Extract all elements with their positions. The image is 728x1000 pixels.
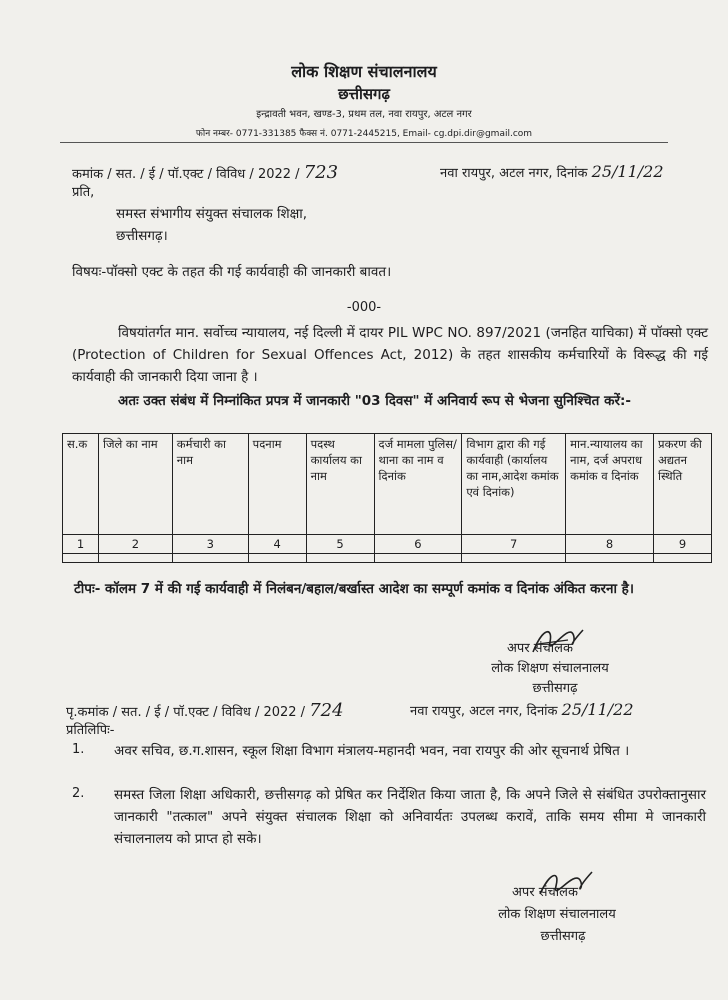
table-header-cell: पदस्थ कार्यालय का नाम <box>306 434 374 535</box>
copy-item-number: 1. <box>72 742 85 757</box>
letter-date-label: नवा रायपुर, अटल नगर, दिनांक <box>440 166 588 181</box>
endorsement-date <box>410 700 634 719</box>
table-number-cell: 9 <box>654 535 712 554</box>
table-number-row <box>63 535 712 554</box>
endorsement-date-value: 25/11/22 <box>561 700 634 719</box>
table-number-cell: 6 <box>374 535 462 554</box>
signature1-office: लोक शिक्षण संचालनालय <box>491 661 609 676</box>
body-paragraph-2: अतः उक्त संबंध में निम्नांकित प्रपत्र में जानकारी "03 दिवस" में अनिवार्य रूप से भेजना सुनिश्चित करें:- <box>118 393 631 409</box>
copy-label: प्रतिलिपिः- <box>66 723 115 738</box>
table-number-cell: 4 <box>248 535 306 554</box>
endorsement-ref-text: पृ.कमांक / सत. / ई / पॉ.एक्ट / विविध / 2022 / <box>66 705 306 720</box>
signature2-state: छत्तीसगढ़ <box>540 929 586 944</box>
office-address: इन्द्रावती भवन, खण्ड-3, प्रथम तल, नवा रायपुर, अटल नगर <box>256 109 472 120</box>
recipient-line2: छत्तीसगढ़। <box>116 228 168 244</box>
office-contact: फोन नम्बर- 0771-331385 फैक्स नं. 0771-2445215, Email- cg.dpi.dir@gmail.com <box>195 129 533 139</box>
letter-ref-text: कमांक / सत. / ई / पॉ.एक्ट / विविध / 2022 / <box>72 167 300 182</box>
body-paragraph-1: विषयांतर्गत मान. सर्वोच्च न्यायालय, नई दिल्ली में दायर PIL WPC NO. 897/2021 (जनहित याचिका) में पॉक्सो एक्ट (Protection of Children for Sexual Offences Act, 2012) के तहत शासकीय कर्मचारियों के विरूद्ध की गई कार्यवाही की जानकारी दिया जाना है । <box>72 325 708 385</box>
recipient-line1: समस्त संभागीय संयुक्त संचालक शिक्षा, <box>116 206 308 222</box>
note-text: टीपः- कॉलम 7 में की गई कार्यवाही में निलंबन/बहाल/बर्खास्त आदेश का सम्पूर्ण कमांक व दिनांक अंकित करना है। <box>74 581 634 597</box>
signature2-office: लोक शिक्षण संचालनालय <box>498 907 616 922</box>
table-header-cell: जिले का नाम <box>98 434 172 535</box>
copy-item-1: अवर सचिव, छ.ग.शासन, स्कूल शिक्षा विभाग मंत्रालय-महानदी भवन, नवा रायपुर की ओर सूचनार्थ प्रेषित । <box>114 743 630 759</box>
copy-item-2: समस्त जिला शिक्षा अधिकारी, छत्तीसगढ़ को प्रेषित कर निर्देशित किया जाता है, कि अपने जिले से संबंधित उपरोक्तानुसार जानकारी "तत्काल" अपने संयुक्त संचालक शिक्षा को अनिवार्यतः उपलब्ध करावें, ताकि समय सीमा मे जानकारी संचालनालय को प्राप्त हो सके। <box>114 787 706 847</box>
table-header-cell: पदनाम <box>248 434 306 535</box>
table-number-cell: 2 <box>98 535 172 554</box>
divider-mark: -000- <box>346 300 382 315</box>
table-header-cell: स.क <box>63 434 99 535</box>
endorsement-ref <box>66 700 344 721</box>
table-number-cell: 7 <box>462 535 566 554</box>
prati-label: प्रति, <box>72 185 95 200</box>
table-blank-row <box>63 554 712 563</box>
table-header-cell: दर्ज मामला पुलिस/थाना का नाम व दिनांक <box>374 434 462 535</box>
table-header-cell: प्रकरण की अद्यतन स्थिति <box>654 434 712 535</box>
table-number-cell: 5 <box>306 535 374 554</box>
signature2-designation: अपर संचालक <box>512 885 578 900</box>
letter-date <box>440 162 664 181</box>
letter-date-value: 25/11/22 <box>591 162 664 181</box>
table-header-cell: मान.न्यायालय का नाम, दर्ज अपराध कमांक व दिनांक <box>566 434 654 535</box>
copy-item-number: 2. <box>72 786 85 801</box>
state-title: छत्तीसगढ़ <box>338 85 390 103</box>
table-number-cell: 3 <box>172 535 248 554</box>
table-header-row <box>63 434 712 535</box>
signature1-designation: अपर संचालक <box>507 641 573 656</box>
table-number-cell: 1 <box>63 535 99 554</box>
signature1-state: छत्तीसगढ़ <box>532 681 578 696</box>
table-header-cell: कर्मचारी का नाम <box>172 434 248 535</box>
office-title: लोक शिक्षण संचालनालय <box>291 62 437 81</box>
table-number-cell: 8 <box>566 535 654 554</box>
proforma-table <box>62 433 712 563</box>
subject-line: विषयः-पॉक्सो एक्ट के तहत की गई कार्यवाही की जानकारी बावत। <box>72 264 392 280</box>
endorsement-date-label: नवा रायपुर, अटल नगर, दिनांक <box>410 704 558 719</box>
letter-ref <box>72 162 338 183</box>
header-divider <box>60 142 668 143</box>
letter-ref-number: 723 <box>303 162 339 183</box>
table-header-cell: विभाग द्वारा की गई कार्यवाही (कार्यालय का नाम,आदेश कमांक एवं दिनांक) <box>462 434 566 535</box>
endorsement-ref-number: 724 <box>309 700 344 721</box>
